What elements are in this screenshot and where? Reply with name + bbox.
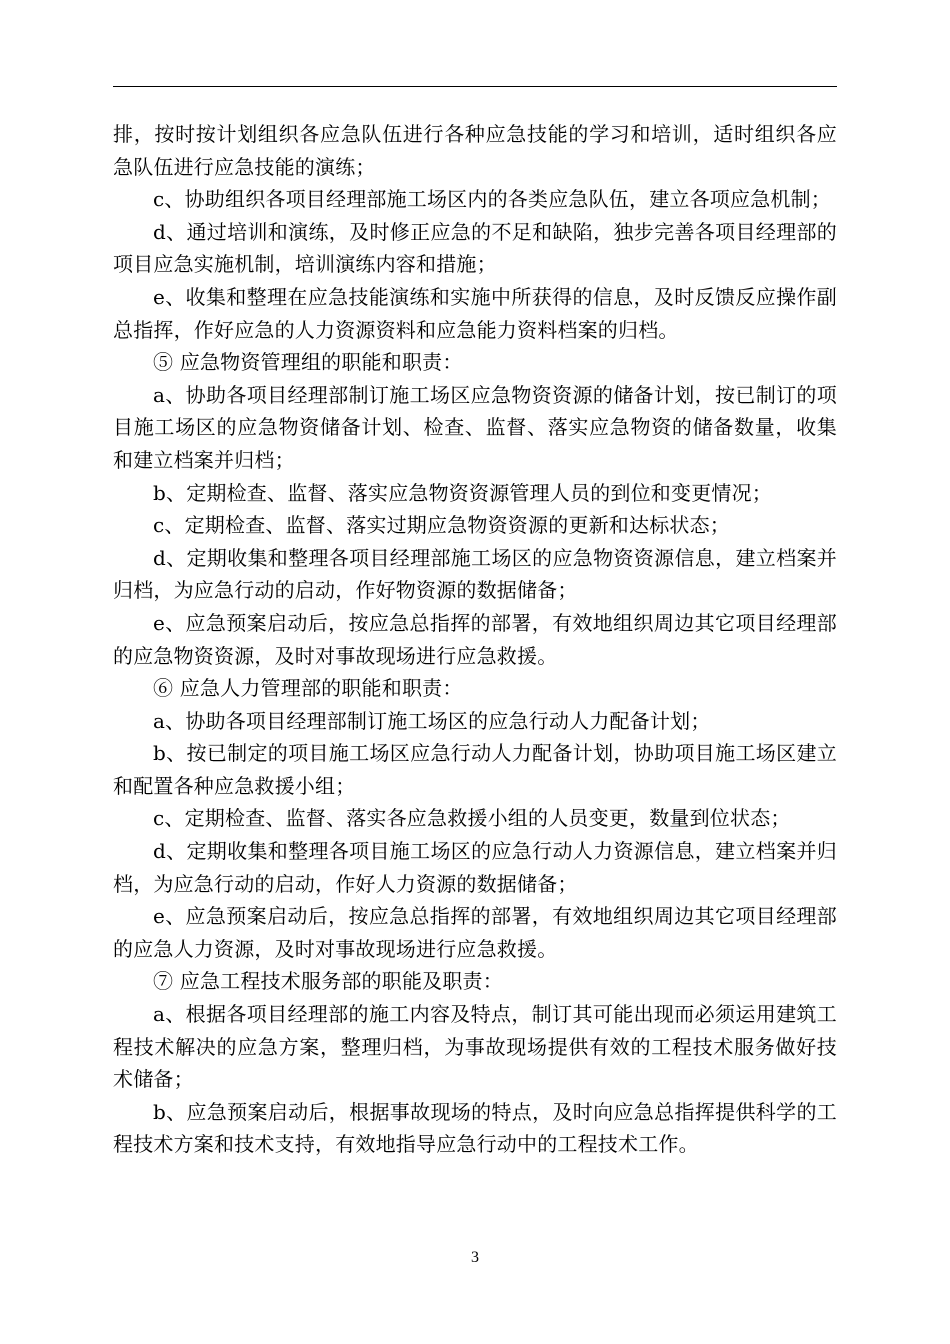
paragraph: e、收集和整理在应急技能演练和实施中所获得的信息，及时反馈反应操作副总指挥，作好应急的人力资源资料和应急能力资料档案的归档。 xyxy=(113,284,837,342)
paragraph: e、应急预案启动后，按应急总指挥的部署，有效地组织周边其它项目经理部的应急物资资源，及时对事故现场进行应急救援。 xyxy=(113,610,837,668)
section-heading: ⑥ 应急人力管理部的职能和职责： xyxy=(153,676,463,701)
section-heading: ⑤ 应急物资管理组的职能和职责： xyxy=(153,350,463,375)
paragraph: c、定期检查、监督、落实各应急救援小组的人员变更，数量到位状态； xyxy=(153,806,791,831)
paragraph: a、根据各项目经理部的施工内容及特点，制订其可能出现而必须运用建筑工程技术解决的应急方案，整理归档，为事故现场提供有效的工程技术服务做好技术储备； xyxy=(113,1002,837,1092)
document-body xyxy=(113,118,837,1161)
paragraph: b、按已制定的项目施工场区应急行动人力配备计划，协助项目施工场区建立和配置各种应急救援小组； xyxy=(113,741,837,798)
paragraph: a、协助各项目经理部制订施工场区应急物资资源的储备计划，按已制订的项目施工场区的应急物资储备计划、检查、监督、落实应急物资的储备数量，收集和建立档案并归档； xyxy=(113,382,837,472)
paragraph: 排，按时按计划组织各应急队伍进行各种应急技能的学习和培训，适时组织各应急队伍进行应急技能的演练； xyxy=(113,122,837,179)
paragraph: d、定期收集和整理各项目施工场区的应急行动人力资源信息，建立档案并归档，为应急行动的启动，作好人力资源的数据储备； xyxy=(113,839,837,896)
paragraph: b、定期检查、监督、落实应急物资资源管理人员的到位和变更情况； xyxy=(153,480,773,505)
header-rule xyxy=(113,86,837,87)
paragraph: c、定期检查、监督、落实过期应急物资资源的更新和达标状态； xyxy=(153,513,731,538)
paragraph: d、通过培训和演练，及时修正应急的不足和缺陷，独步完善各项目经理部的项目应急实施机制，培训演练内容和措施； xyxy=(113,219,837,277)
paragraph: a、协助各项目经理部制订施工场区的应急行动人力配备计划； xyxy=(153,708,711,733)
paragraph: d、定期收集和整理各项目经理部施工场区的应急物资资源信息，建立档案并归档，为应急行动的启动，作好物资源的数据储备； xyxy=(113,545,837,603)
paragraph: c、协助组织各项目经理部施工场区内的各类应急队伍，建立各项应急机制； xyxy=(153,187,832,212)
paragraph: b、应急预案启动后，根据事故现场的特点，及时向应急总指挥提供科学的工程技术方案和技术支持，有效地指导应急行动中的工程技术工作。 xyxy=(113,1099,837,1157)
paragraph: e、应急预案启动后，按应急总指挥的部署，有效地组织周边其它项目经理部的应急人力资源，及时对事故现场进行应急救援。 xyxy=(113,904,837,961)
page-number: 3 xyxy=(471,1249,479,1266)
section-heading: ⑦ 应急工程技术服务部的职能及职责： xyxy=(153,969,503,994)
